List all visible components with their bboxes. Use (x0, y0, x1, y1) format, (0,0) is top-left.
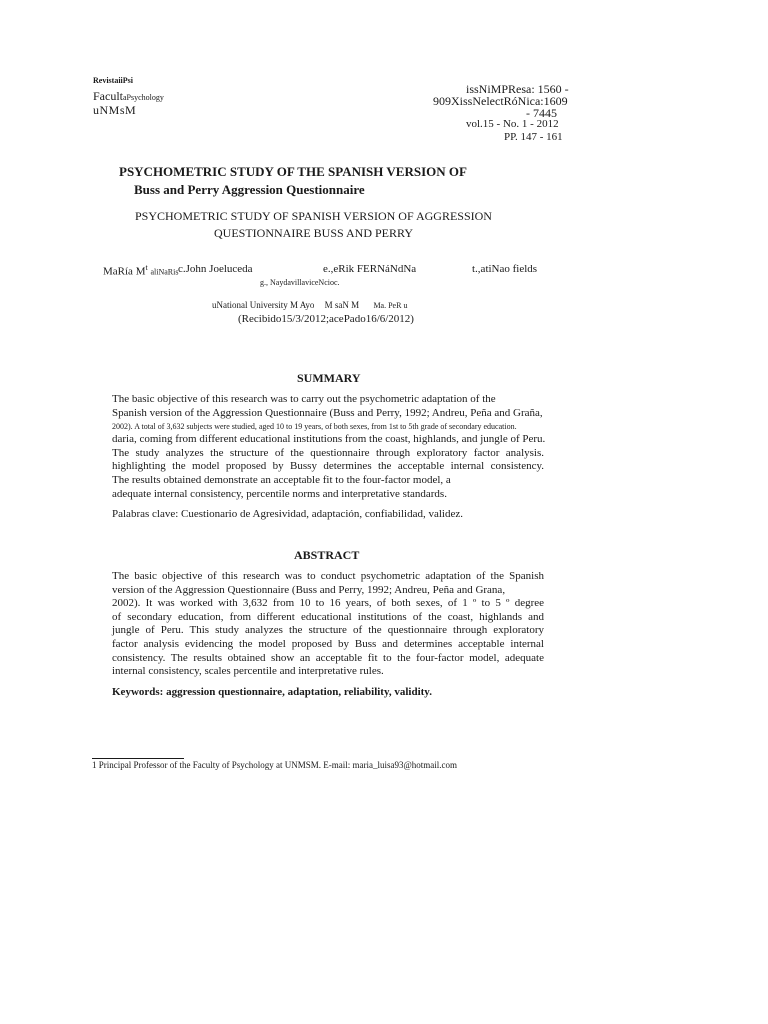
issn-electronic-suffix: - 7445 (526, 106, 557, 120)
abstract-body (112, 570, 544, 679)
faculty-label (93, 89, 164, 104)
summary-line: The study analyzes the structure of the questionnaire through exploratory factor analysis. (112, 446, 544, 459)
abstract-line: The basic objective of this research was to conduct psychometric adaptation of the Spanish (112, 570, 544, 582)
author-1-sup: t (145, 263, 148, 272)
page-range: PP. 147 - 161 (504, 131, 563, 143)
summary-line: The basic objective of this research was to carry out the psychometric adaptation of the (112, 393, 496, 405)
summary-line: 2002). A total of 3,632 subjects were studied, aged 10 to 19 years, of both sexes, from 1st to 5th grade of secondary education. (112, 422, 517, 432)
paper-title-line-1: PSYCHOMETRIC STUDY OF THE SPANISH VERSION OF (119, 164, 467, 179)
abstract-heading: ABSTRACT (294, 548, 360, 562)
author-3: e.,eRik FERNáNdNa (323, 263, 417, 275)
footnote: 1 Principal Professor of the Faculty of Psychology at UNMSM. E-mail: maria_luisa93@hotmail.com (92, 760, 457, 770)
volume-info: vol.15 - No. 1 - 2012 (466, 118, 559, 130)
paper-alt-title-line-1: PSYCHOMETRIC STUDY OF SPANISH VERSION OF AGGRESSION (135, 209, 492, 223)
affiliation-name: uNational University M Ayo (212, 300, 315, 310)
paper-alt-title-line-2: QUESTIONNAIRE BUSS AND PERRY (214, 226, 414, 240)
summary-line: highlighting the model proposed by Bussy determines the acceptable internal consistency. (112, 460, 544, 473)
summary-line: The results obtained demonstrate an acceptable fit to the four-factor model, a (112, 473, 451, 486)
summary-heading: SUMMARY (297, 371, 361, 385)
abstract-keywords: Keywords: aggression questionnaire, adaptation, reliability, validity. (112, 686, 432, 698)
abstract-line: consistency. The results obtained show an acceptable fit to the four-factor model, adequate (112, 651, 544, 664)
issn-electronic: 909XissNelectRóNica:1609 (433, 94, 568, 108)
affiliation-part-3: Ma. PeR u (373, 301, 408, 310)
received-dates: (Recibido15/3/2012;acePado16/6/2012) (238, 313, 414, 325)
abstract-line: version of the Aggression Questionnaire (Buss and Perry, 1992; Andreu, Peña and Grana, (112, 583, 506, 596)
journal-name: RevistaiiPsi (93, 76, 133, 85)
abstract-line: 2002). It was worked with 3,632 from 10 to 16 years, of both sexes, of 1 º to 5 º degree (112, 597, 544, 610)
abstract-line: internal consistency, scales percentile and interpretative rules. (112, 665, 384, 678)
author-1 (103, 263, 178, 278)
abstract-line: factor analysis evidencing the model proposed by Buss and determines acceptable internal (112, 637, 544, 650)
faculty-label-a: Facult (93, 89, 123, 103)
author-5: g., NaydavillaviceNcioc. (260, 278, 340, 287)
summary-line: daria, coming from different educational institutions from the coast, highlands, and jungle of Peru. (112, 433, 546, 446)
abstract-line: jungle of Peru. This study analyzes the structure of the questionnaire through exploratory (112, 624, 544, 637)
author-1-rest: aliNaRis (150, 267, 179, 277)
summary-body (112, 393, 544, 501)
affiliation-part-2: M saN M (324, 300, 360, 310)
summary-line: adequate internal consistency, percentile norms and interpretative standards. (112, 487, 447, 500)
footnote-rule (92, 758, 184, 759)
university-label: uNMsM (93, 103, 137, 117)
affiliation (212, 300, 407, 310)
faculty-label-b: aPsychology (123, 93, 164, 102)
author-2: c.John Joeluceda (178, 263, 253, 275)
summary-line: Spanish version of the Aggression Questionnaire (Buss and Perry, 1992; Andreu, Peña and Graña, (112, 406, 543, 419)
issn-print: issNiMPResa: 1560 - (466, 82, 569, 96)
paper-title-line-2: Buss and Perry Aggression Questionnaire (134, 182, 365, 197)
summary-keywords: Palabras clave: Cuestionario de Agresividad, adaptación, confiabilidad, validez. (112, 508, 463, 520)
abstract-line: of secondary education, from different educational institutions of the coast, highlands and (112, 610, 544, 623)
author-4: t.,atiNao fields (472, 263, 538, 275)
author-1-name: MaRía M (103, 265, 146, 278)
